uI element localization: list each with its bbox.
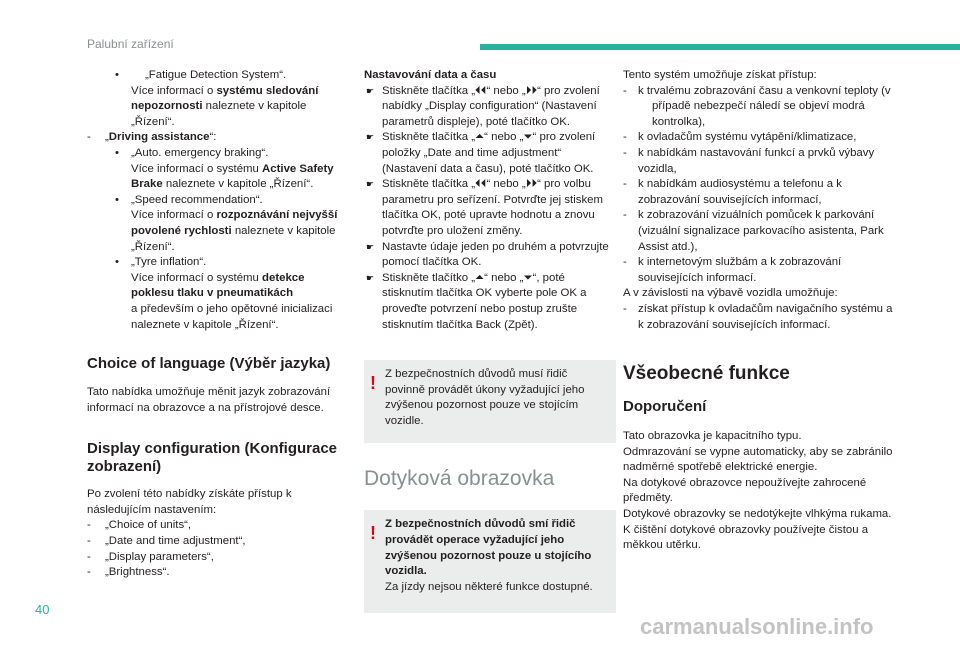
rec-text: Na dotykové obrazovce nepoužívejte zahrocené předměty. bbox=[623, 476, 867, 505]
warning-exclamation-icon: ! bbox=[370, 523, 376, 544]
depend-text: A v závislosti na výbavě vozidla umožňuje: bbox=[623, 287, 838, 300]
choice-language-text: Tato nabídka umožňuje měnit jazyk zobrazování informací na obrazovce a na přístrojové desce. bbox=[87, 386, 331, 414]
bullet-dot-icon: • bbox=[115, 256, 119, 269]
tyre-desc: Více informací o systému detekce poklesu tlaku v pneumatikách bbox=[131, 271, 305, 300]
list-item: - „Brightness“. bbox=[87, 566, 170, 579]
auto-braking-desc: Více informací o systému Active Safety Brake naleznete v kapitole „Řízení“. bbox=[131, 162, 334, 191]
access-intro: Tento systém umožňuje získat přístup: bbox=[623, 69, 817, 81]
warning-exclamation-icon: ! bbox=[370, 373, 376, 394]
bullet-dot-icon: • bbox=[115, 193, 119, 206]
warning-text: Za jízdy nejsou některé funkce dostupné. bbox=[385, 580, 593, 593]
right-column bbox=[623, 68, 898, 554]
arrow-pointer-icon: ☛ bbox=[366, 85, 375, 96]
list-item: - k nabídkám audiosystému a telefonu a k zobrazování souvisejících informací, bbox=[623, 178, 842, 206]
tyre-title: „Tyre inflation“. bbox=[131, 256, 207, 269]
step-item: ☛ Stiskněte tlačítka „⏴⏴“ nebo „⏵⏵“ pro volbu parametru pro seřízení. Potvrďte jej stiskem tlačítka OK, poté upravte hodnotu a znovu potvrďte pro uložení změny. bbox=[366, 178, 603, 237]
list-item-auto-braking bbox=[87, 146, 342, 193]
arrow-pointer-icon: ☛ bbox=[366, 241, 375, 252]
page-number: 40 bbox=[35, 602, 50, 617]
arrow-pointer-icon: ☛ bbox=[366, 179, 375, 190]
step-item: ☛ Stiskněte tlačítka „⏴⏴“ nebo „⏵⏵“ pro zvolení nabídky „Display configuration“ (Nastavení parametrů displeje), poté tlačítko OK. bbox=[366, 84, 600, 128]
step-item: ☛ Stiskněte tlačítko „⏶“ nebo „⏷“, poté stisknutím tlačítka OK vyberte pole OK a proveďte potvrzení nebo postup zrušte stisknutím tlačítka Back (Zpět). bbox=[366, 271, 587, 331]
date-time-heading: Nastavování data a času bbox=[364, 69, 497, 81]
bullet-dot-icon: • bbox=[115, 146, 119, 159]
arrow-pointer-icon: ☛ bbox=[366, 272, 375, 283]
list-item-driving-assistance: - „Driving assistance“: bbox=[87, 131, 217, 144]
list-item-fatigue bbox=[87, 68, 342, 130]
list-item: - k trvalému zobrazování času a venkovní teploty (v případě nebezpečí náledí se objeví modrá kontrolka), bbox=[623, 84, 891, 128]
watermark-text: carmanualsonline.info bbox=[640, 614, 874, 639]
rec-text: K čištění dotykové obrazovky používejte čistou a měkkou utěrku. bbox=[623, 523, 869, 552]
rec-text: Tato obrazovka je kapacitního typu. bbox=[623, 430, 802, 443]
list-item: - „Display parameters“, bbox=[87, 550, 214, 563]
warning-box-safety bbox=[364, 360, 616, 443]
section-heading-display-config: Display configuration (Konfigurace zobrazení) bbox=[87, 440, 338, 476]
tyre-desc-cont: a především o jeho opětovné inicializaci naleznete v kapitole „Řízení“. bbox=[131, 302, 333, 331]
arrow-pointer-icon: ☛ bbox=[366, 132, 375, 143]
warning-text: Z bezpečnostních důvodů musí řidič povinně provádět úkony vyžadující jeho zvýšenou pozornost pouze ve stojícím vozidle. bbox=[385, 368, 585, 427]
speed-desc: Více informací o rozpoznávání nejvyšší povolené rychlosti naleznete v kapitole „Řízení“. bbox=[131, 209, 338, 253]
fatigue-desc: Více informací o systému sledování nepozornosti naleznete v kapitole „Řízení“. bbox=[131, 84, 319, 128]
rec-text: Odmrazování se vypne automaticky, aby se zabránilo nadměrné spotřebě elektrické energie. bbox=[623, 445, 893, 474]
left-column bbox=[87, 68, 342, 581]
step-item: ☛ Stiskněte tlačítka „⏶“ nebo „⏷“ pro zvolení položky „Date and time adjustment“ (Nastavení data a času), poté tlačítko OK. bbox=[366, 131, 596, 175]
rec-text: Dotykové obrazovky se nedotýkejte vlhkýma rukama. bbox=[623, 508, 892, 521]
section-heading-general-functions: Všeobecné funkce bbox=[623, 363, 790, 385]
list-item-tyre-inflation bbox=[87, 255, 342, 333]
topic-heading-touchscreen: Dotyková obrazovka bbox=[364, 467, 555, 491]
section-heading-choice-language: Choice of language (Výběr jazyka) bbox=[87, 355, 331, 373]
list-item: - „Choice of units“, bbox=[87, 519, 192, 532]
header-accent-bar bbox=[480, 44, 960, 50]
auto-braking-title: „Auto. emergency braking“. bbox=[131, 146, 269, 159]
step-item: ☛ Nastavte údaje jeden po druhém a potvrzujte pomocí tlačítka OK. bbox=[366, 240, 609, 269]
list-item: - k internetovým službám a k zobrazování souvisejících informací. bbox=[623, 256, 842, 284]
bullet-dot-icon: • bbox=[115, 69, 119, 81]
list-item: - k ovladačům systému vytápění/klimatizace, bbox=[623, 131, 857, 144]
header-chapter-label: Palubní zařízení bbox=[87, 37, 174, 51]
warning-bold-text: Z bezpečnostních důvodů smí řidič provádět operace vyžadující jeho zvýšenou pozornost pouze u stojícího vozidla. bbox=[385, 518, 592, 578]
list-item: - k nabídkám nastavování funkcí a prvků výbavy vozidla, bbox=[623, 146, 875, 175]
list-item: - k zobrazování vizuálních pomůcek k parkování (vizuální signalizace parkovacího asistenta, Park Assist atd.), bbox=[623, 209, 884, 253]
fatigue-title: „Fatigue Detection System“. bbox=[145, 69, 287, 81]
speed-title: „Speed recommendation“. bbox=[131, 193, 263, 206]
list-item: - získat přístup k ovladačům navigačního systému a k zobrazování souvisejících informací. bbox=[623, 302, 893, 331]
display-config-intro: Po zvolení této nabídky získáte přístup k následujícím nastavením: bbox=[87, 488, 292, 516]
list-item-speed-recommendation bbox=[87, 193, 342, 255]
middle-column bbox=[364, 68, 616, 613]
section-heading-recommendations: Doporučení bbox=[623, 398, 707, 416]
warning-box-driving bbox=[364, 510, 616, 613]
list-item: - „Date and time adjustment“, bbox=[87, 535, 246, 548]
